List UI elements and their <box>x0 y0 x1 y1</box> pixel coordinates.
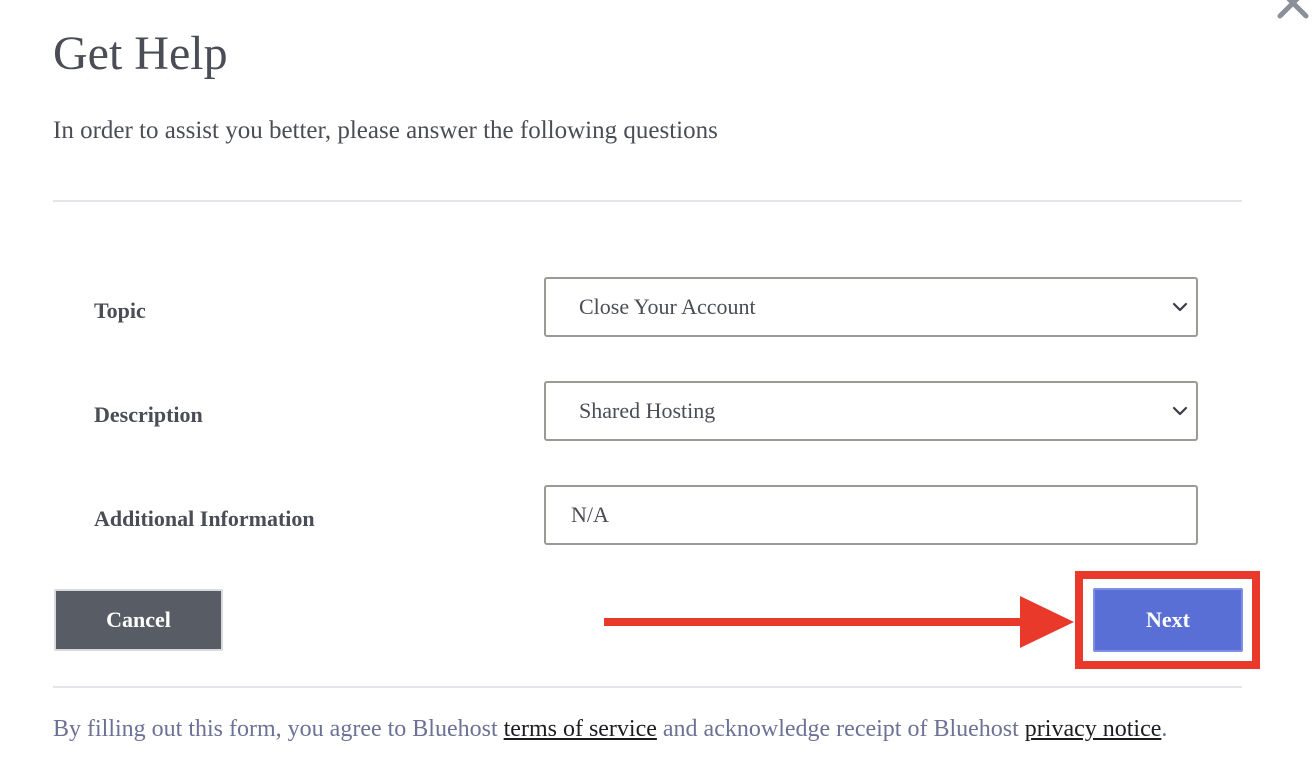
annotation-arrow <box>600 592 1080 652</box>
description-select[interactable] <box>544 381 1198 441</box>
chevron-down-icon <box>1172 301 1188 313</box>
description-select-value: Shared Hosting <box>579 398 716 423</box>
dialog-title: Get Help <box>53 27 228 80</box>
terms-of-service-link[interactable]: terms of service <box>503 716 657 742</box>
dialog-subtitle: In order to assist you better, please answer the following questions <box>53 117 718 144</box>
topic-select-value: Close Your Account <box>579 294 756 319</box>
footer-text-after: . <box>1161 716 1168 742</box>
bottom-divider <box>53 686 1242 688</box>
topic-select[interactable] <box>544 277 1198 337</box>
legal-footer <box>53 712 1167 746</box>
chevron-down-icon <box>1172 405 1188 417</box>
privacy-notice-link[interactable]: privacy notice <box>1024 716 1162 742</box>
topic-label: Topic <box>94 298 146 323</box>
close-button[interactable] <box>1274 0 1314 22</box>
footer-text-middle: and acknowledge receipt of Bluehost <box>656 716 1025 742</box>
top-divider <box>53 200 1242 202</box>
close-icon <box>1274 0 1314 22</box>
footer-text-before: By filling out this form, you agree to Bluehost <box>53 716 504 742</box>
next-button[interactable]: Next <box>1093 588 1243 652</box>
additional-info-label: Additional Information <box>94 506 315 531</box>
cancel-button[interactable]: Cancel <box>54 589 223 651</box>
description-label: Description <box>94 402 203 427</box>
additional-info-input[interactable] <box>544 485 1198 545</box>
